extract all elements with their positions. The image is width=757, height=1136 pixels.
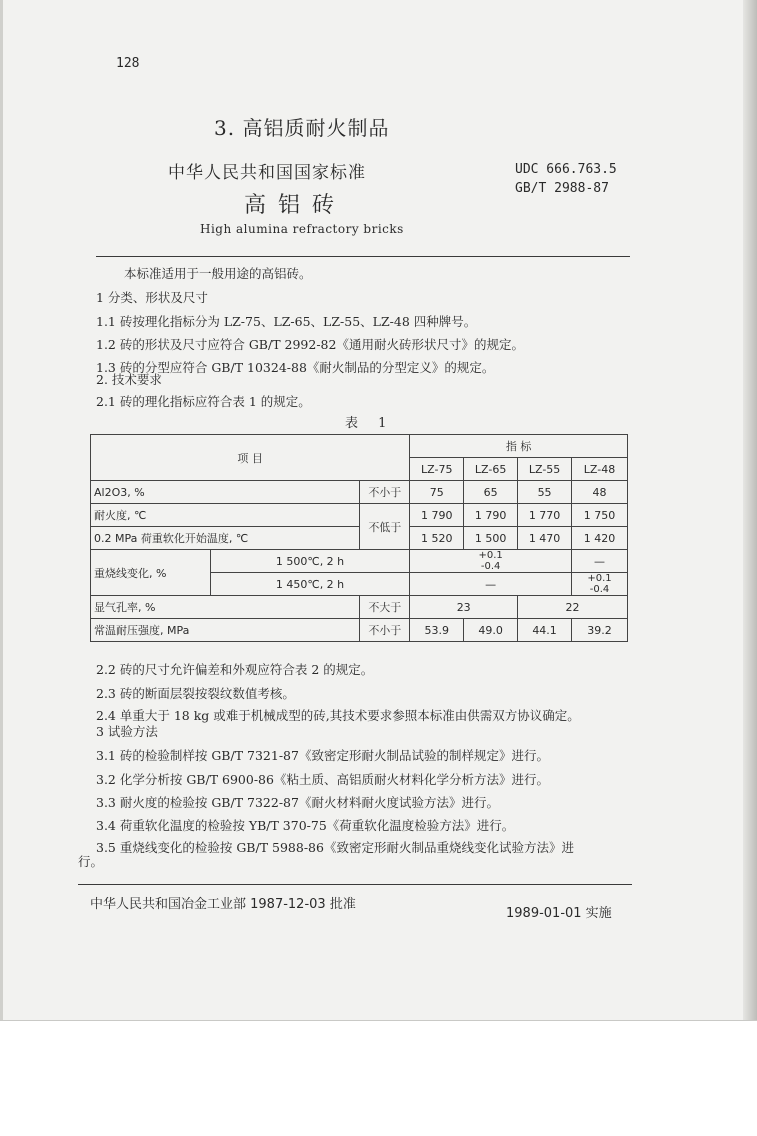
grade-lz75: LZ-75: [410, 458, 464, 481]
value-cell: 1 470: [518, 527, 572, 550]
value-minus: -0.4: [589, 584, 610, 595]
properties-table: [90, 434, 628, 642]
value-cell: 49.0: [464, 619, 518, 642]
value-cell: 44.1: [518, 619, 572, 642]
value-cell: 22: [518, 596, 628, 619]
paragraph: 2.1 砖的理化指标应符合表 1 的规定。: [96, 394, 311, 409]
udc-code: UDC 666.763.5: [515, 162, 617, 177]
footer-rule: [78, 884, 632, 885]
heading-3: 3 试验方法: [96, 724, 158, 739]
value-cell: 1 750: [572, 504, 628, 527]
header-index: 指 标: [410, 435, 628, 458]
value-cell: 1 500: [464, 527, 518, 550]
table-caption: 表 1: [345, 416, 395, 431]
value-cell: 23: [410, 596, 518, 619]
value-plus: +0.1: [478, 550, 503, 561]
value-cell: 1 520: [410, 527, 464, 550]
value-cell: 1 420: [572, 527, 628, 550]
page-right-edge: [743, 0, 757, 1020]
value-minus: -0.4: [480, 561, 501, 572]
value-cell: 39.2: [572, 619, 628, 642]
table-row-ccs: [91, 619, 628, 642]
section-title: 3. 高铝质耐火制品: [214, 116, 390, 140]
value-cell: 75: [410, 481, 464, 504]
implementation-date: 1989-01-01 实施: [506, 906, 612, 921]
value-cell: 1 790: [410, 504, 464, 527]
grade-lz55: LZ-55: [518, 458, 572, 481]
row-condition: 1 500℃, 2 h: [210, 550, 410, 573]
value-cell: 1 770: [518, 504, 572, 527]
paragraph: 1.1 砖按理化指标分为 LZ-75、LZ-65、LZ-55、LZ-48 四种牌号。: [96, 314, 477, 329]
paragraph: 3.4 荷重软化温度的检验按 YB/T 370-75《荷重软化温度检验方法》进行。: [96, 818, 515, 833]
value-cell: —: [572, 550, 628, 573]
heading-2: 2. 技术要求: [96, 372, 162, 387]
value-cell: [410, 550, 572, 573]
table-row-al2o3: [91, 481, 628, 504]
row-label: 常温耐压强度, MPa: [91, 619, 360, 642]
value-plus: +0.1: [587, 573, 612, 584]
row-label: 重烧线变化, %: [91, 550, 211, 596]
page-left-edge: [0, 0, 3, 1020]
grade-lz65: LZ-65: [464, 458, 518, 481]
row-label: 显气孔率, %: [91, 596, 360, 619]
paragraph: 2.2 砖的尺寸允许偏差和外观应符合表 2 的规定。: [96, 662, 374, 677]
paragraph: 3.3 耐火度的检验按 GB/T 7322-87《耐火材料耐火度试验方法》进行。: [96, 795, 499, 810]
header-rule: [96, 256, 630, 257]
paragraph: 1.3 砖的分型应符合 GB/T 10324-88《耐火制品的分型定义》的规定。: [96, 360, 495, 375]
heading-1: 1 分类、形状及尺寸: [96, 290, 208, 305]
value-cell: —: [410, 573, 572, 596]
row-condition: 不大于: [360, 596, 410, 619]
english-title: High alumina refractory bricks: [200, 222, 404, 236]
value-cell: [572, 573, 628, 596]
page-number: 128: [116, 56, 140, 71]
table-row-plc-1500: [91, 550, 628, 573]
header-item: 项 目: [91, 435, 410, 481]
row-label: 0.2 MPa 荷重软化开始温度, ℃: [91, 527, 360, 550]
paragraph-continuation: 行。: [78, 854, 104, 869]
paragraph: 本标准适用于一般用途的高铝砖。: [124, 266, 312, 281]
grade-lz48: LZ-48: [572, 458, 628, 481]
standard-title: 中华人民共和国国家标准: [168, 163, 366, 183]
row-label: 耐火度, ℃: [91, 504, 360, 527]
approval-info: 中华人民共和国冶金工业部 1987-12-03 批准: [90, 897, 356, 912]
paragraph: 2.4 单重大于 18 kg 或难于机械成型的砖,其技术要求参照本标准由供需双方协议确定。: [96, 708, 580, 723]
paragraph: 3.1 砖的检验制样按 GB/T 7321-87《致密定形耐火制品试验的制样规定》进行。: [96, 748, 549, 763]
row-condition: 不低于: [360, 504, 410, 550]
row-label: Al2O3, %: [91, 481, 360, 504]
paragraph: 2.3 砖的断面层裂按裂纹数值考核。: [96, 686, 295, 701]
main-title: 高铝砖: [244, 193, 347, 218]
row-condition: 不小于: [360, 481, 410, 504]
row-condition: 1 450℃, 2 h: [210, 573, 410, 596]
value-cell: 48: [572, 481, 628, 504]
table-row-refractoriness: [91, 504, 628, 527]
paragraph: 3.5 重烧线变化的检验按 GB/T 5988-86《致密定形耐火制品重烧线变化试验方法》进: [96, 840, 574, 855]
table-row-porosity: [91, 596, 628, 619]
value-cell: 55: [518, 481, 572, 504]
table-row-rul: [91, 527, 628, 550]
table-header-row: [91, 435, 628, 458]
paragraph: 1.2 砖的形状及尺寸应符合 GB/T 2992-82《通用耐火砖形状尺寸》的规定。: [96, 337, 524, 352]
paragraph: 3.2 化学分析按 GB/T 6900-86《粘土质、高铝质耐火材料化学分析方法》进行。: [96, 772, 549, 787]
value-cell: 1 790: [464, 504, 518, 527]
row-condition: 不小于: [360, 619, 410, 642]
value-cell: 65: [464, 481, 518, 504]
gb-code: GB/T 2988-87: [515, 181, 609, 196]
value-cell: 53.9: [410, 619, 464, 642]
